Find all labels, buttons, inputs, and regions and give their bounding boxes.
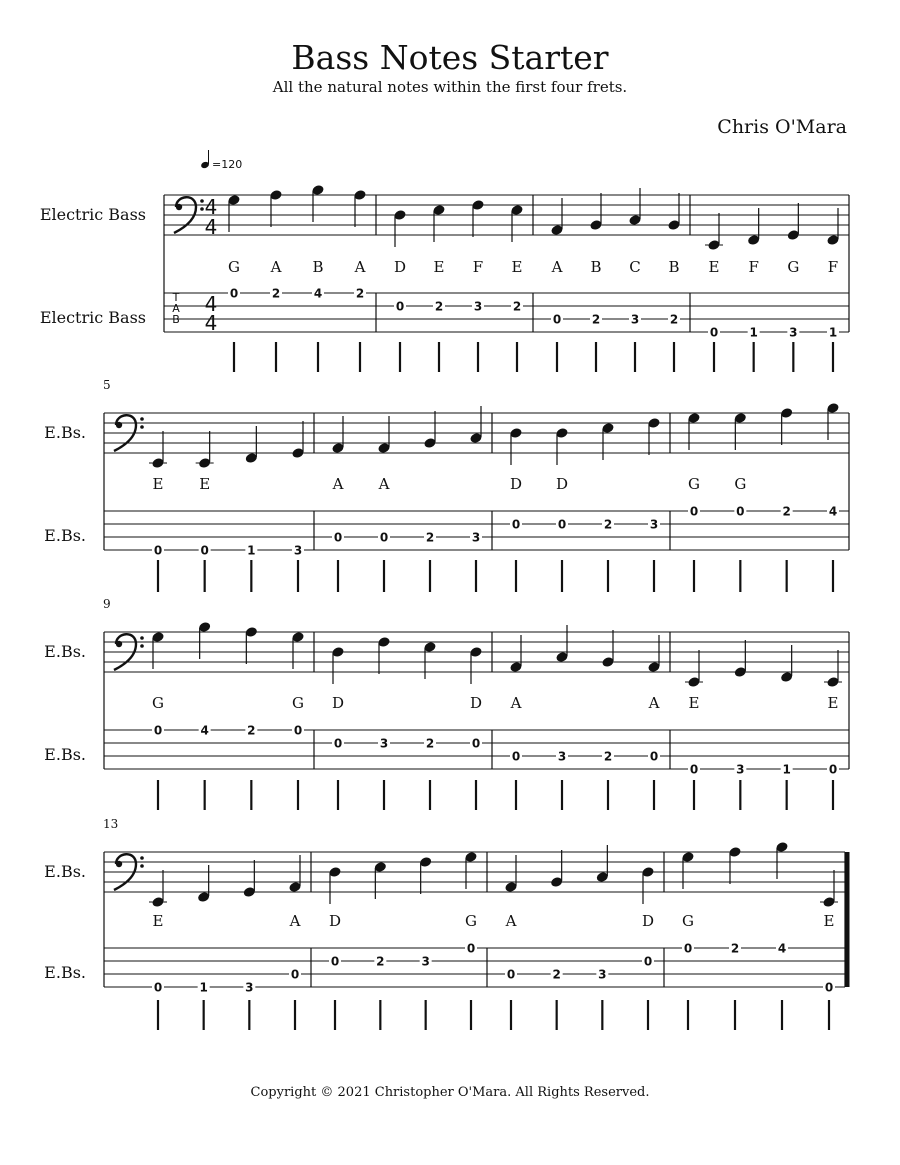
tab-fret-number: 0	[552, 312, 562, 327]
instrument-label-staff: E.Bs.	[44, 862, 86, 881]
note-name-label: A	[510, 694, 522, 712]
tab-clef-letter: A	[172, 302, 180, 315]
composer-name: Chris O'Mara	[717, 116, 847, 138]
tab-fret-number: 0	[333, 530, 343, 545]
note-name-label: E	[823, 912, 835, 930]
tab-fret-number: 0	[643, 954, 653, 969]
note-name-label: A	[648, 694, 660, 712]
instrument-label-tab: E.Bs.	[44, 963, 86, 982]
tab-fret-number: 1	[749, 325, 758, 340]
tab-fret-number: 4	[313, 286, 323, 301]
tab-fret-number: 3	[789, 325, 798, 340]
tab-fret-number: 2	[512, 299, 522, 314]
note-name-label: G	[688, 475, 700, 493]
note-name-label: G	[292, 694, 304, 712]
measure-number: 13	[103, 817, 119, 831]
note-name-label: E	[152, 912, 164, 930]
note-name-label: G	[152, 694, 164, 712]
tab-fret-number: 1	[782, 762, 791, 777]
bass-clef-dot-icon	[140, 856, 144, 860]
tab-fret-number: 3	[471, 530, 481, 545]
note-name-label: A	[332, 475, 344, 493]
tab-fret-number: 3	[421, 954, 430, 969]
tab-fret-number: 3	[598, 967, 607, 982]
tab-fret-number: 2	[730, 941, 740, 956]
tab-fret-number: 2	[425, 530, 435, 545]
tab-fret-number: 2	[376, 954, 385, 969]
bass-clef-icon	[116, 422, 122, 428]
note-name-label: D	[641, 912, 655, 930]
copyright-notice: Copyright © 2021 Christopher O'Mara. All Rights Reserved.	[250, 1085, 650, 1100]
tab-fret-number: 1	[199, 980, 208, 995]
bass-clef-icon	[176, 204, 182, 210]
tab-fret-number: 2	[782, 504, 791, 519]
tab-time-signature-top: 4	[204, 292, 218, 316]
note-name-label: B	[668, 258, 680, 276]
tab-fret-number: 0	[153, 723, 163, 738]
tab-fret-number: 3	[379, 736, 389, 751]
tab-fret-number: 4	[828, 504, 838, 519]
note-name-label: E	[511, 258, 523, 276]
note-name-label: G	[465, 912, 477, 930]
note-name-label: D	[393, 258, 407, 276]
tempo-marking: =120	[212, 158, 243, 171]
note-name-label: B	[590, 258, 602, 276]
tab-fret-number: 2	[552, 967, 561, 982]
measure-number: 5	[103, 378, 111, 392]
score-title: Bass Notes Starter	[291, 38, 609, 77]
tab-fret-number: 2	[247, 723, 256, 738]
tab-fret-number: 0	[293, 723, 303, 738]
tab-fret-number: 1	[828, 325, 838, 340]
tab-fret-number: 2	[603, 749, 613, 764]
note-name-label: G	[682, 912, 694, 930]
tab-fret-number: 0	[649, 749, 659, 764]
tab-clef-letter: T	[172, 291, 180, 304]
tab-fret-number: 4	[777, 941, 787, 956]
note-name-label: E	[433, 258, 445, 276]
tab-fret-number: 0	[557, 517, 567, 532]
note-name-label: G	[787, 258, 800, 276]
note-name-label: A	[505, 912, 517, 930]
tab-fret-number: 0	[689, 762, 699, 777]
final-barline	[845, 892, 850, 948]
note-name-label: E	[827, 694, 839, 712]
tab-fret-number: 0	[153, 543, 163, 558]
time-signature-top: 4	[204, 195, 218, 219]
bass-clef-dot-icon	[140, 864, 144, 868]
tab-clef-letter: B	[172, 313, 180, 326]
bass-clef-dot-icon	[140, 417, 144, 421]
note-name-label: G	[228, 258, 240, 276]
tab-fret-number: 0	[395, 299, 405, 314]
instrument-label-staff: E.Bs.	[44, 423, 86, 442]
tab-fret-number: 0	[824, 980, 834, 995]
bass-clef-dot-icon	[200, 207, 204, 211]
tab-fret-number: 3	[293, 543, 303, 558]
note-name-label: C	[629, 258, 641, 276]
note-name-label: D	[555, 475, 569, 493]
bass-clef-dot-icon	[200, 199, 204, 203]
tab-fret-number: 2	[425, 736, 435, 751]
tab-fret-number: 0	[229, 286, 239, 301]
tab-fret-number: 0	[506, 967, 516, 982]
tab-fret-number: 0	[471, 736, 481, 751]
tab-fret-number: 0	[466, 941, 476, 956]
instrument-label-tab: Electric Bass	[39, 308, 146, 327]
note-name-label: D	[509, 475, 523, 493]
time-signature-bottom: 4	[204, 215, 218, 239]
note-name-label: F	[827, 258, 839, 276]
instrument-label-staff: Electric Bass	[39, 205, 146, 224]
tab-fret-number: 3	[736, 762, 745, 777]
note-name-label: A	[270, 258, 282, 276]
note-name-label: A	[289, 912, 301, 930]
tab-fret-number: 0	[200, 543, 209, 558]
tab-fret-number: 2	[355, 286, 365, 301]
tab-fret-number: 0	[290, 967, 300, 982]
tab-fret-number: 2	[591, 312, 601, 327]
tab-fret-number: 0	[511, 749, 521, 764]
tab-fret-number: 2	[271, 286, 281, 301]
note-name-label: B	[312, 258, 324, 276]
tab-fret-number: 0	[333, 736, 343, 751]
tab-fret-number: 0	[330, 954, 340, 969]
note-name-label: D	[469, 694, 483, 712]
tab-fret-number: 3	[630, 312, 640, 327]
final-barline	[845, 948, 850, 987]
note-name-label: A	[378, 475, 390, 493]
tab-fret-number: 0	[689, 504, 699, 519]
instrument-label-tab: E.Bs.	[44, 526, 86, 545]
note-name-label: D	[331, 694, 345, 712]
bass-clef-dot-icon	[140, 644, 144, 648]
tab-fret-number: 1	[247, 543, 256, 558]
bass-clef-dot-icon	[140, 636, 144, 640]
tab-fret-number: 0	[153, 980, 163, 995]
bass-clef-icon	[116, 641, 122, 647]
score-subtitle: All the natural notes within the first four frets.	[272, 78, 628, 96]
measure-number: 9	[103, 597, 111, 611]
note-name-label: F	[748, 258, 759, 276]
tab-fret-number: 0	[709, 325, 719, 340]
note-name-label: D	[328, 912, 342, 930]
note-name-label: A	[354, 258, 366, 276]
tab-fret-number: 3	[557, 749, 567, 764]
instrument-label-tab: E.Bs.	[44, 745, 86, 764]
tab-fret-number: 3	[245, 980, 254, 995]
note-name-label: E	[688, 694, 700, 712]
tab-fret-number: 3	[473, 299, 483, 314]
tab-fret-number: 2	[603, 517, 613, 532]
note-name-label: F	[472, 258, 484, 276]
note-name-label: E	[152, 475, 164, 493]
tab-fret-number: 2	[669, 312, 679, 327]
tab-fret-number: 0	[379, 530, 389, 545]
tab-fret-number: 0	[828, 762, 838, 777]
tab-fret-number: 0	[683, 941, 693, 956]
tab-fret-number: 3	[649, 517, 659, 532]
tab-fret-number: 0	[511, 517, 521, 532]
tab-time-signature-bottom: 4	[204, 311, 218, 335]
note-name-label: G	[734, 475, 747, 493]
tab-fret-number: 0	[736, 504, 745, 519]
note-name-label: E	[708, 258, 720, 276]
final-barline	[845, 852, 850, 892]
bass-clef-icon	[116, 861, 122, 867]
note-name-label: E	[199, 475, 211, 493]
tab-fret-number: 4	[200, 723, 209, 738]
bass-clef-dot-icon	[140, 425, 144, 429]
tab-fret-number: 2	[434, 299, 444, 314]
instrument-label-staff: E.Bs.	[44, 642, 86, 661]
note-name-label: A	[551, 258, 563, 276]
